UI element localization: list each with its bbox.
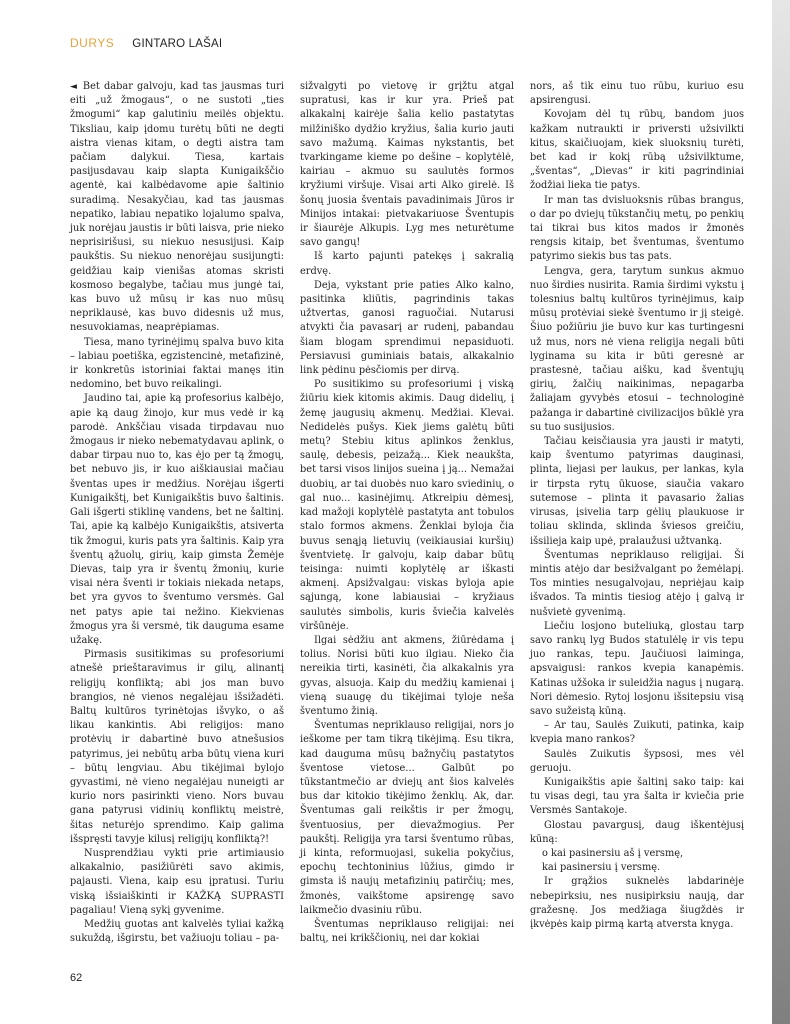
paragraph: Ir man tas dvisluoksnis rūbas brangus, o dar po dviejų tūkstančių metų, po penkių tai tikrai bus kitos mados ir žmonės rengsis kitaip, bet šventumas, šventumo patyrimo siekis bus tas pats. bbox=[530, 194, 744, 263]
paragraph: Saulės Zuikutis šypsosi, mes vėl geruoju. bbox=[530, 748, 744, 774]
paragraph: Iš karto pajunti patekęs į sakralią erdvę. bbox=[300, 251, 514, 277]
column-2 bbox=[300, 80, 514, 946]
paragraph: Ir grąžios suknelės labdarinėje nebepirksiu, nes nusipirksiu naują, dar gražesnę. Jos medžiaga šiugždės ir įkvėpės kaip pirmą kartą atversta knyga. bbox=[530, 876, 744, 930]
paragraph: sižvalgyti po vietovę ir grįžtu atgal supratusi, kas ir kur yra. Prieš pat alkakalnį kairėje šalia kelio pastatytas milžiniško dydžio kryžius, šalia kurio jauti savo mažumą. Kaimas nykstantis, bet tvarkingame kieme po dešine – koplytėlė, kairiau – akmuo su saulutės formos kryžiumi viršuje. Visai arti Alko girelė. Iš šonų juosia šventais pavadinimais Jūros ir Minijos intakai: pietvakariuose Šventupis ir šiaurėje Alkupis. Lyg mes neturėtume savo gangų! bbox=[300, 81, 514, 249]
paragraph: Glostau pavargusį, daug iškentėjusį kūną: bbox=[530, 819, 744, 845]
paragraph: Kovojam dėl tų rūbų, bandom juos kažkam nutraukti ir priversti užsivilkti kitus, skaičiuojam, kiek sluoksnių turėti, bet kad ir kokį rūbą užsivilktume, „šventas“, „Dievas“ ir kiti pagrindiniai žodžiai lieka tie patys. bbox=[530, 109, 744, 192]
paragraph: Šventumas nepriklauso religijai. Ši mintis atėjo dar besižvalgant po žemėlapį. Tos minties nesugalvojau, nepriėjau kaip išvados. Ta mintis tiesiog atėjo į galvą ir nušvietė gyvenimą. bbox=[530, 549, 744, 618]
running-header bbox=[70, 36, 222, 52]
paragraph: nors, aš tik einu tuo rūbu, kuriuo esu apsirengusi. bbox=[530, 81, 744, 107]
page-number: 62 bbox=[70, 972, 83, 984]
column-3 bbox=[530, 80, 744, 932]
paragraph: Lengva, gera, tarytum sunkus akmuo nuo širdies nusirita. Ramia širdimi vykstu į tolesnius baltų kultūros tyrinėjimus, kaip mūsų protėviai siekė šventumo ir jį steigė. Šiuo požiūriu jie buvo kur kas turtingesni už mus, nors nė viena religija negali būti lyginama su kita ir būti geresnė ar prastesnė, tačiau aišku, kad šventųjų girių, žalčių naikinimas, nepagarba žaliajam gyvybės etosui – technologinė pažanga ir dabartinė civilizacijos būklė yra su tuo susijusios. bbox=[530, 265, 744, 433]
paragraph: Tačiau keisčiausia yra jausti ir matyti, kaip šventumo patyrimas dauginasi, plinta, liejasi per laukus, per lankas, kyla ir tirpsta rytų ūkuose, siaučia vakaro sutemose – plinta it pavasario žalias virusas, įsivelia tarp gėlių plaukuose ir toliau sklinda, sklinda šviesos greičiu, išsilieja kaip upė, pralaužusi užtvanką. bbox=[530, 436, 744, 547]
paragraph: Deja, vykstant prie paties Alko kalno, pasitinka kliūtis, pagrindinis takas užtvertas, ganosi raguočiai. Nutarusi atvykti čia pavasarį ar rudenį, pabandau šiam blogam sprendimui nepasiduoti. Persiavusi guminiais batais, alkakalnio link pėdinu pėsčiomis per dirvą. bbox=[300, 279, 514, 377]
paragraph: Pirmasis susitikimas su profesoriumi atnešė prieštaravimus ir gilų, alinantį religijų konfliktą; abi jos man buvo brangios, nė vienos negalėjau išsižadėti. Baltų kultūros tyrinėtojas išvyko, o aš likau kankintis. Abi religijos: mano protėvių ir dabartinė buvo atnešusios patyrimus, jei nebūtų arba būtų viena kuri – būtų lengviau. Abu tikėjimai bylojo gyvastimi, nė vieno negalėjau nuneigti ar kurio nors pasirinkti vieno. Nors buvau gana patyrusi vidinių konfliktų meistrė, šitas neturėjo sprendimo. Kaip galima išspręsti tavyje kilusį religijų konfliktą?! bbox=[70, 649, 284, 845]
paragraph bbox=[70, 80, 284, 336]
left-triangle-icon: ◄ bbox=[70, 82, 77, 92]
paragraph: Medžių guotas ant kalvelės tyliai kažką sukuždą, išgirstu, bet važiuoju toliau – pa- bbox=[70, 918, 284, 945]
paragraph: – Ar tau, Saulės Zuikuti, patinka, kaip kvepia mano rankos? bbox=[530, 720, 744, 746]
paragraph: Jaudino tai, apie ką profesorius kalbėjo, apie ką daug žinojo, kur mus vedė ir ką parodė. Ankščiau visada tirpdavau nuo žmogaus ir nieko nebematydavau aplink, o dabar tirpau nuo to, kas ėjo per tą žmogų, bet nebuvo jis, ir kuo aiškiausiai mačiau šventas upes ir medžius. Norėjau išgerti Kunigaikštį, bet Kunigaikštis buvo šaltinis. Gali išgerti stiklinę vandens, bet ne šaltinį. Tai, apie ką kalbėjo Kunigaikštis, atsiverta tik žmogui, kuris pats yra šaltinis. Kaip yra šventų ąžuolų, girių, kaip gimsta Žemėje Dievas, taip yra ir šventų žmonių, kurie visai nėra šventi ir tokiais niekada netaps, bet yra gyvos to šventumo versmės. Gal net patys apie tai nežino. Kiekvienas žmogus yra ši versmė, tik dauguma esame užakę. bbox=[70, 393, 284, 646]
verse-line: kai pasinersiu į versmę. bbox=[542, 862, 661, 874]
paragraph: Tiesa, mano tyrinėjimų spalva buvo kita – labiau poetiška, egzistencinė, metafizinė, ir konkretūs istoriniai faktai manęs itin nedomino, bet buvo reikalingi. bbox=[70, 336, 284, 391]
author-name: GINTARO LAŠAI bbox=[132, 38, 223, 50]
paragraph: Liečiu losjono buteliuką, glostau tarp savo rankų lyg Budos statulėlę ir vis tepu juo rankas, tepu. Jaučiuosi laiminga, apsvaigusi: rankos kvepia kanapėmis. Katinas užšoka ir suleidžia nagus į nugarą. Nori dėmesio. Rytoj losjonu išsitepsiu visą savo sužeistą kūną. bbox=[530, 620, 744, 717]
verse-line: o kai pasinersiu aš į versmę, bbox=[542, 847, 684, 859]
section-name: DURYS bbox=[70, 36, 115, 50]
paragraph-text: Bet dabar galvoju, kad tas jausmas turi eiti „už žmogaus“, o ne sustoti „ties žmogumi“ kap galutiniu meilės objektu. Tiksliau, kaip įdomu turėtų būti ne degti aistra vienas kitam, o degti aistra tam pačiam dalykui. Tiesa, kartais pasijusdavau kaip slapta Kunigaikščio agentė, kai kalbėdavome apie šaltinio suradimą. Nesakyčiau, kad tas jausmas nepatiko, labiau nepatiko lojalumo spalva, juk norėjau jaustis ir būti laisva, prie nieko neprisirišusi, su niekuo nesusijusi. Kaip paukštis. Su niekuo nenorėjau susijungti: geidžiau kaip vienišas atomas skristi kosmoso begalybe, tačiau mus jungė tai, kas buvo už mūsų ir kas nuo mūsų nepriklausė, kas buvo didesnis už mus, nesuvokiamas, neaprėpiamas. bbox=[70, 81, 284, 334]
paragraph: Šventumas nepriklauso religijai: nei baltų, nei krikščionių, nei dar kokiai bbox=[300, 918, 514, 945]
paragraph: Kunigaikštis apie šaltinį sako taip: kai tu visas degi, tau yra šalta ir kviečia prie Versmės Santakoje. bbox=[530, 776, 744, 817]
paragraph: Šventumas nepriklauso religijai, nors jo ieškome per tam tikrą tikėjimą. Esu tikra, kad dauguma mūsų bažnyčių pastatytos šventose vietose... Galbūt po tūkstantmečio ar dviejų ant šios kalvelės bus dar kitokio tikėjimo ženklų. Ak, dar. Šventumas gali reikštis ir per žmogų, šventuosius, per dievažmogius. Per paukštį. Religija yra tarsi šventumo rūbas, ji kinta, reformuojasi, sukelia pokyčius, epochų techtoninius lūžius, gimdo ir gimsta iš naujų metafizinių patirčių; mes, žmonės, vaikštome apsirengę savo laikmečio dvasiniu rūbu. bbox=[300, 720, 514, 916]
page-edge-bar bbox=[772, 0, 790, 1024]
paragraph: Nusprendžiau vykti prie artimiausio alkakalnio, pasižiūrėti savo akimis, pajausti. Viena, kaip esu įpratusi. Turiu viską išsiaiškinti ir KAŽKĄ SUPRASTI pagaliau! Vieną sykį gyvenime. bbox=[70, 847, 284, 916]
column-1 bbox=[70, 80, 284, 946]
paragraph: Po susitikimo su profesoriumi į viską žiūriu kiek kitomis akimis. Daug didelių, į žemę jaugusių akmenų. Medžiai. Klevai. Nedidelės pušys. Kiek jiems galėtų būti metų? Stebiu kitus aplinkos ženklus, saulę, debesis, peizažą... Kiek neaukšta, bet tarsi visos linijos sueina į ją... Nemažai duobių, ar tai duobės nuo karo sviedinių, o gal nuo... kasinėjimų. Atkreipiu dėmesį, kad mažoji koplytėlė pastatyta ant tobulos stalo formos akmens. Ženklai byloja čia buvus senąją lietuvių (veikiausiai kuršių) šventvietę. Ir galvoju, kaip dabar būtų teisinga: nuimti koplytėlę ar iškasti akmenį. Apsižvalgau: viskas byloja apie sąjungą, kone labiausiai – kryžiaus saulutės simbolis, kuris šviečia kalvelės viršūnėje. bbox=[300, 379, 514, 632]
paragraph: Ilgai sėdžiu ant akmens, žiūrėdama į tolius. Norisi būti kuo ilgiau. Nieko čia nereikia tirti, kasinėti, čia alkakalnis yra gyvas, alsuoja. Kaip du medžių kamienai į vieną suaugę du tikėjimai tyloje neša šventumo žinią. bbox=[300, 634, 514, 717]
